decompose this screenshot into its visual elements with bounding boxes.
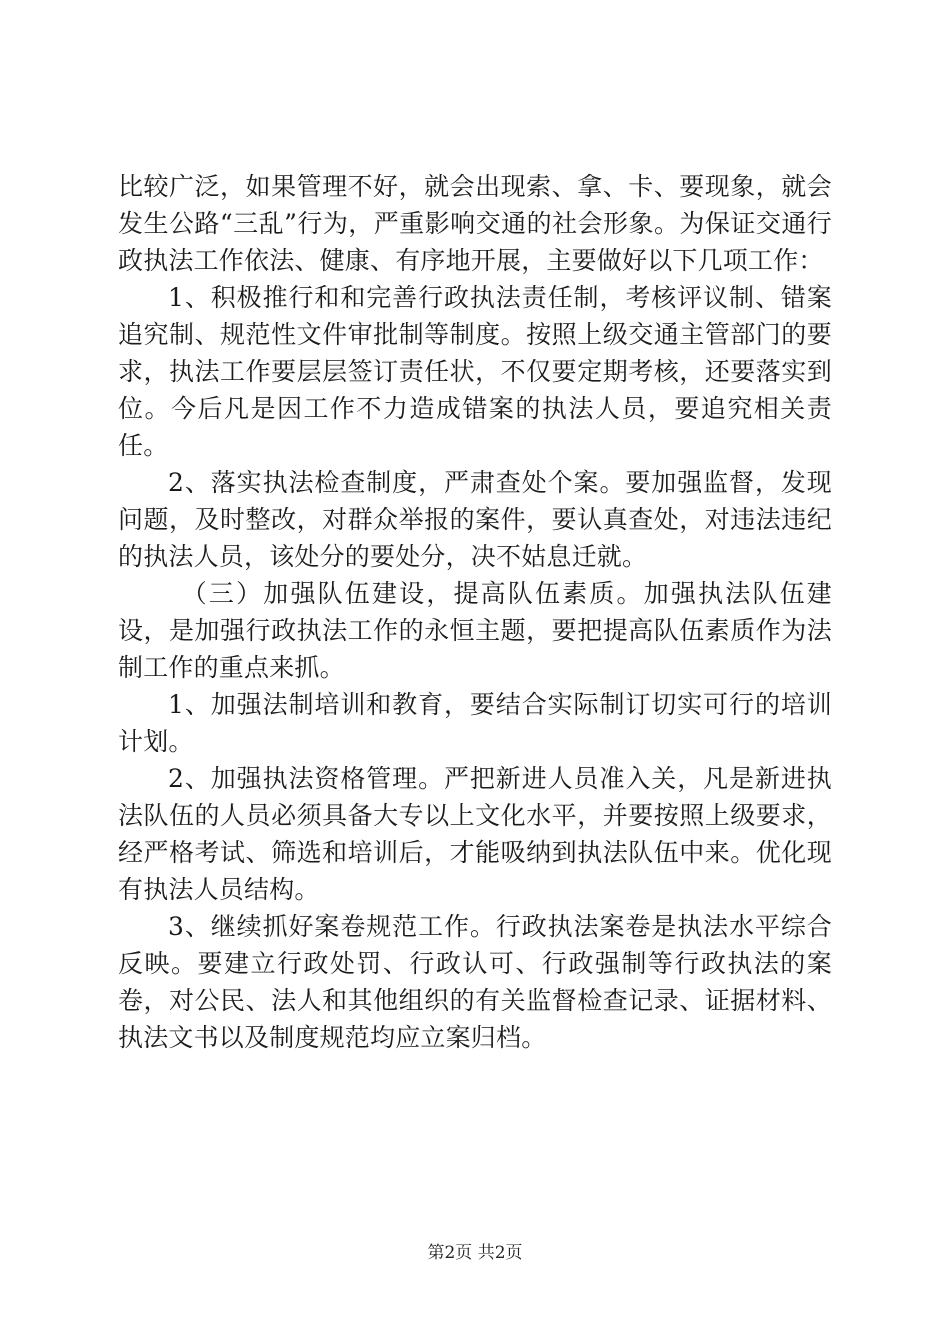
paragraph-item-training: 1、加强法制培训和教育，要结合实际制订切实可行的培训计划。: [118, 690, 832, 756]
paragraph-intro: 比较广泛，如果管理不好，就会出现索、拿、卡、要现象，就会发生公路“三乱”行为，严重影响交通的社会形象。为保证交通行政执法工作依法、健康、有序地开展，主要做好以下几项工作：: [118, 172, 832, 275]
paragraph-item-inspection: 2、落实执法检查制度，严肃查处个案。要加强监督，发现问题，及时整改，对群众举报的案件，要认真查处，对违法违纪的执法人员，该处分的要处分，决不姑息迁就。: [118, 468, 832, 571]
paragraph-item-qualification: 2、加强执法资格管理。严把新进人员准入关，凡是新进执法队伍的人员必须具备大专以上文化水平，并要按照上级要求，经严格考试、筛选和培训后，才能吸纳到执法队伍中来。优化现有执法人员结构。: [118, 764, 832, 904]
page-footer: 第2页 共2页: [427, 1243, 523, 1263]
paragraph-section-team-building: （三）加强队伍建设，提高队伍素质。加强执法队伍建设，是加强行政执法工作的永恒主题，要把提高队伍素质作为法制工作的重点来抓。: [118, 579, 832, 682]
paragraph-item-case-files: 3、继续抓好案卷规范工作。行政执法案卷是执法水平综合反映。要建立行政处罚、行政认可、行政强制等行政执法的案卷，对公民、法人和其他组织的有关监督检查记录、证据材料、执法文书以及制度规范均应立案归档。: [118, 912, 832, 1052]
paragraph-item-responsibility: 1、积极推行和和完善行政执法责任制，考核评议制、错案追究制、规范性文件审批制等制度。按照上级交通主管部门的要求，执法工作要层层签订责任状，不仅要定期考核，还要落实到位。今后凡是因工作不力造成错案的执法人员，要追究相关责任。: [118, 283, 832, 460]
document-body: [118, 168, 832, 1056]
